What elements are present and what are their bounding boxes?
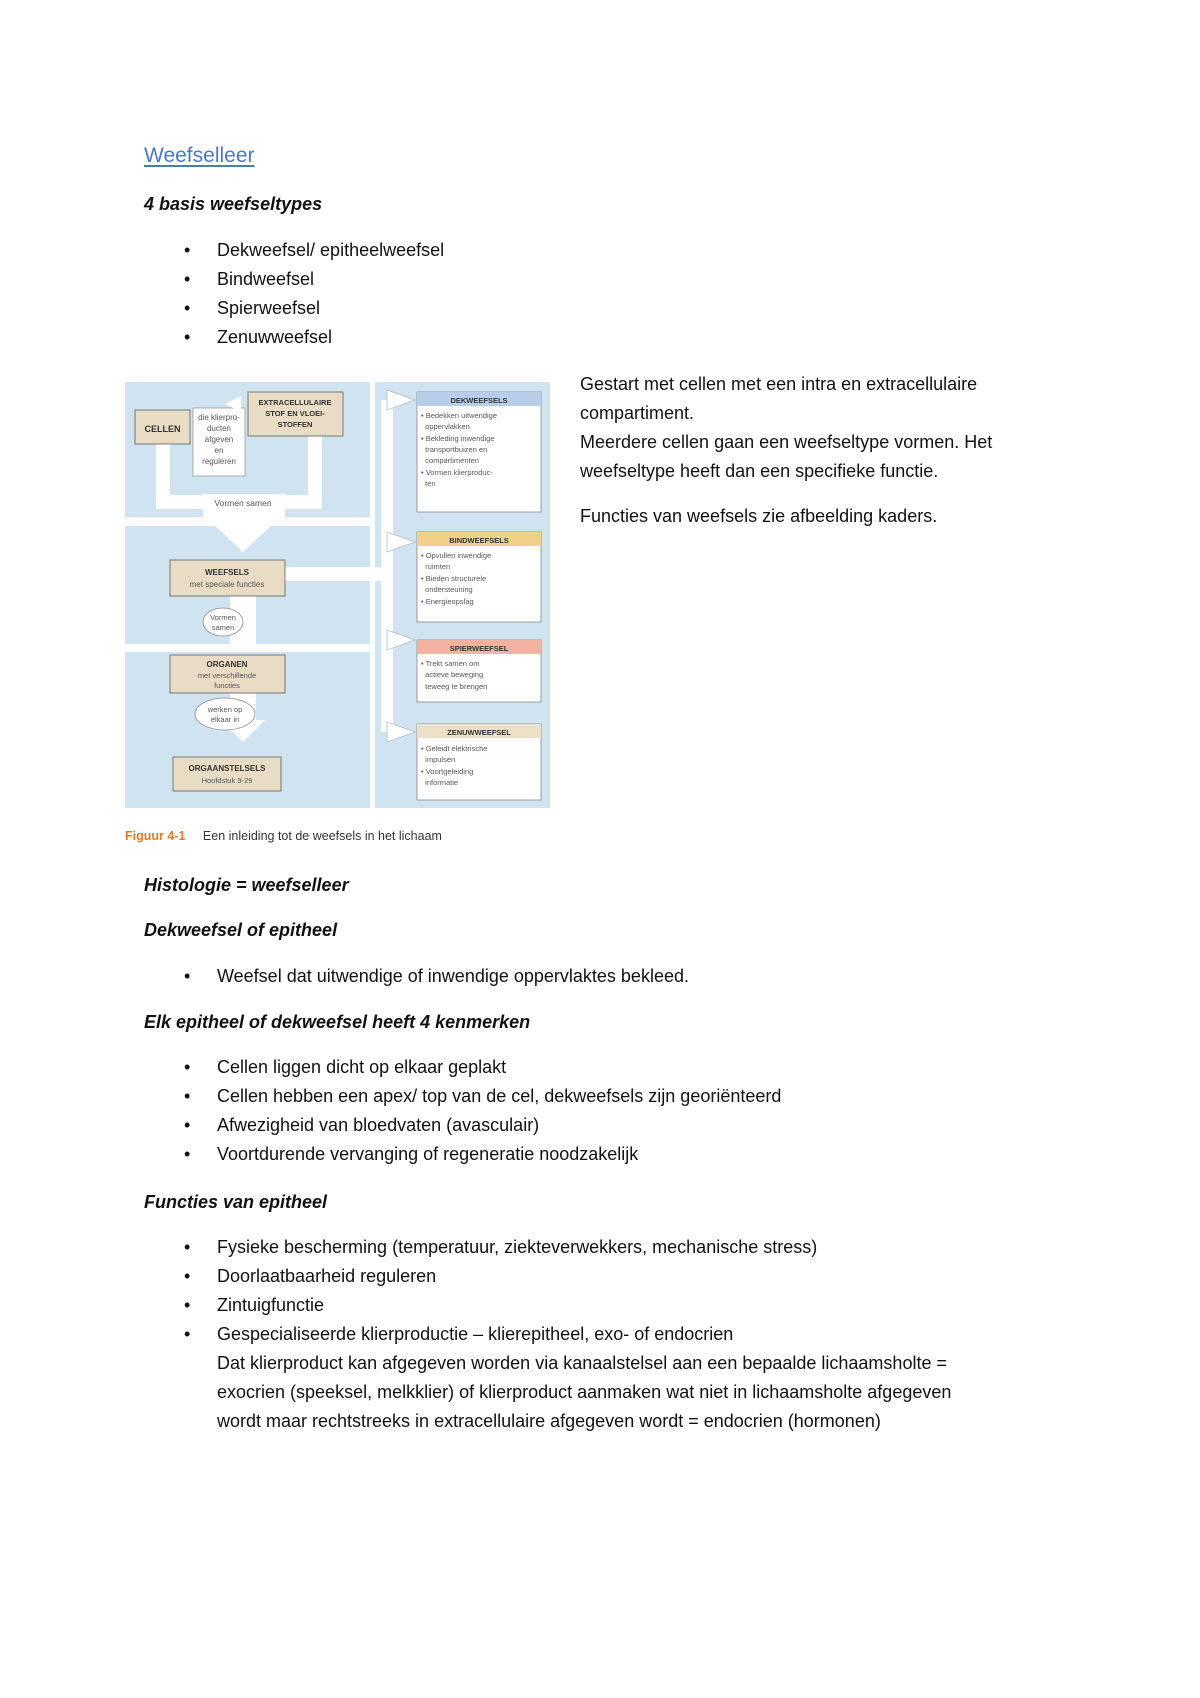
svg-text:ondersteuning: ondersteuning	[421, 585, 473, 594]
figure-caption	[125, 829, 442, 843]
histologie-heading: Histologie = weefselleer	[144, 875, 349, 895]
svg-text:• Bedekken uitwendige: • Bedekken uitwendige	[421, 411, 498, 420]
svg-text:ten: ten	[421, 479, 436, 488]
box-dekweefsels	[417, 392, 541, 512]
caption-label: Figuur 4-1	[125, 829, 186, 843]
list-item: • Doorlaatbaarheid reguleren	[144, 1262, 1084, 1291]
page-title: Weefselleer	[144, 144, 255, 167]
side-paragraph: Meerdere cellen gaan een weefseltype vormen. Het weefseltype heeft dan een specifieke functie.	[580, 432, 993, 481]
box-spierweefsel	[417, 640, 541, 702]
dekweefsel-heading: Dekweefsel of epitheel	[144, 920, 338, 940]
svg-text:oppervlakken: oppervlakken	[421, 422, 470, 431]
werken-line: elkaar in	[210, 715, 240, 724]
list-item: • Spierweefsel	[144, 294, 1084, 323]
list-item: • Dekweefsel/ epitheelweefsel	[144, 236, 1084, 265]
weefsels-label: WEEFSELS	[204, 568, 250, 577]
list-item: • Zintuigfunctie	[144, 1291, 1084, 1320]
extracell-line: STOFFEN	[277, 420, 313, 429]
svg-text:• Opvullen inwendige: • Opvullen inwendige	[421, 551, 492, 560]
werken-line: werken op	[207, 705, 243, 714]
list-item-text: Gespecialiseerde klierproductie – klierepitheel, exo- of endocrien	[217, 1324, 734, 1344]
klier-line: ducten	[206, 424, 232, 433]
list-item: • Zenuwweefsel	[144, 323, 1084, 352]
continuation-line: exocrien (speeksel, melkklier) of klierproduct aanmaken wat niet in lichaamsholte afgegeven	[217, 1382, 952, 1402]
kenmerken-list	[144, 1053, 1084, 1169]
orgaanstelsels-sub: Hoofdstuk 9-29	[201, 776, 253, 785]
continuation-line: Dat klierproduct kan afgegeven worden via kanaalstelsel aan een bepaalde lichaamsholte =	[217, 1353, 947, 1373]
svg-text:ruimten: ruimten	[421, 562, 451, 571]
vormen-samen-label: Vormen samen	[214, 498, 272, 508]
weefsels-sub: met speciale functies	[189, 580, 265, 589]
list-item: • Bindweefsel	[144, 265, 1084, 294]
organen-sub: functies	[214, 681, 240, 690]
dekweefsel-list	[144, 962, 1084, 991]
box-zenuwweefsel	[417, 724, 541, 800]
svg-text:actieve beweging: actieve beweging	[421, 670, 484, 679]
continuation-line: wordt maar rechtstreeks in extracellulaire afgegeven wordt = endocrien (hormonen)	[217, 1411, 881, 1431]
list-item: • Afwezigheid van bloedvaten (avasculair)	[144, 1111, 1084, 1140]
svg-text:• Bekleding inwendige: • Bekleding inwendige	[421, 434, 495, 443]
functies-list	[144, 1233, 1084, 1436]
orgaanstelsels-label: ORGAANSTELSELS	[188, 764, 266, 773]
svg-text:• Bieden structurele: • Bieden structurele	[421, 574, 487, 583]
klier-line: en	[214, 446, 224, 455]
basis-list	[144, 236, 1084, 352]
svg-text:compartimenten: compartimenten	[421, 456, 479, 465]
basis-heading: 4 basis weefseltypes	[144, 194, 323, 214]
list-item: • Weefsel dat uitwendige of inwendige oppervlaktes bekleed.	[144, 962, 1084, 991]
extracell-line: STOF EN VLOEI-	[265, 409, 325, 418]
svg-text:• Voortgeleiding: • Voortgeleiding	[421, 767, 474, 776]
svg-text:ZENUWWEEFSEL: ZENUWWEEFSEL	[447, 728, 511, 737]
svg-text:• Trekt samen om: • Trekt samen om	[421, 659, 480, 668]
svg-text:informatie: informatie	[421, 778, 459, 787]
svg-text:DEKWEEFSELS: DEKWEEFSELS	[450, 396, 508, 405]
cellen-label: CELLEN	[144, 424, 181, 434]
klier-line: reguleren	[202, 457, 236, 466]
side-note: Functies van weefsels zie afbeelding kaders.	[580, 506, 938, 526]
svg-text:SPIERWEEFSEL: SPIERWEEFSEL	[449, 644, 509, 653]
svg-text:impulsen: impulsen	[421, 755, 456, 764]
list-item: • Cellen liggen dicht op elkaar geplakt	[144, 1053, 1084, 1082]
list-item: • Cellen hebben een apex/ top van de cel, dekweefsels zijn georiënteerd	[144, 1082, 1084, 1111]
klier-line: afgeven	[204, 435, 234, 444]
extracell-line: EXTRACELLULAIRE	[258, 398, 332, 407]
svg-text:transportbuizen en: transportbuizen en	[421, 445, 488, 454]
kenmerken-heading: Elk epitheel of dekweefsel heeft 4 kenmerken	[144, 1012, 531, 1032]
box-bindweefsels	[417, 532, 541, 622]
vormen-line: Vormen	[210, 613, 236, 622]
svg-text:teweeg te brengen: teweeg te brengen	[421, 682, 488, 691]
klier-line: die klierpro-	[198, 413, 240, 422]
vormen-line: samen	[211, 623, 235, 632]
list-item	[144, 1320, 1084, 1436]
caption-text: Een inleiding tot de weefsels in het lichaam	[202, 829, 442, 843]
side-paragraph: Gestart met cellen met een intra en extracellulaire compartiment.	[580, 374, 978, 423]
svg-text:• Energieopslag: • Energieopslag	[421, 597, 474, 606]
list-item: • Fysieke bescherming (temperatuur, ziekteverwekkers, mechanische stress)	[144, 1233, 1084, 1262]
side-text	[580, 370, 1080, 547]
organen-label: ORGANEN	[206, 660, 248, 669]
svg-text:BINDWEEFSELS: BINDWEEFSELS	[449, 536, 509, 545]
list-item: • Voortdurende vervanging of regeneratie noodzakelijk	[144, 1140, 1084, 1169]
functies-heading: Functies van epitheel	[144, 1192, 328, 1212]
svg-text:• Geleidt elektrische: • Geleidt elektrische	[421, 744, 488, 753]
tissue-diagram	[125, 382, 550, 808]
organen-sub: met verschillende	[197, 671, 257, 680]
svg-text:• Vormen klierproduc-: • Vormen klierproduc-	[421, 468, 493, 477]
